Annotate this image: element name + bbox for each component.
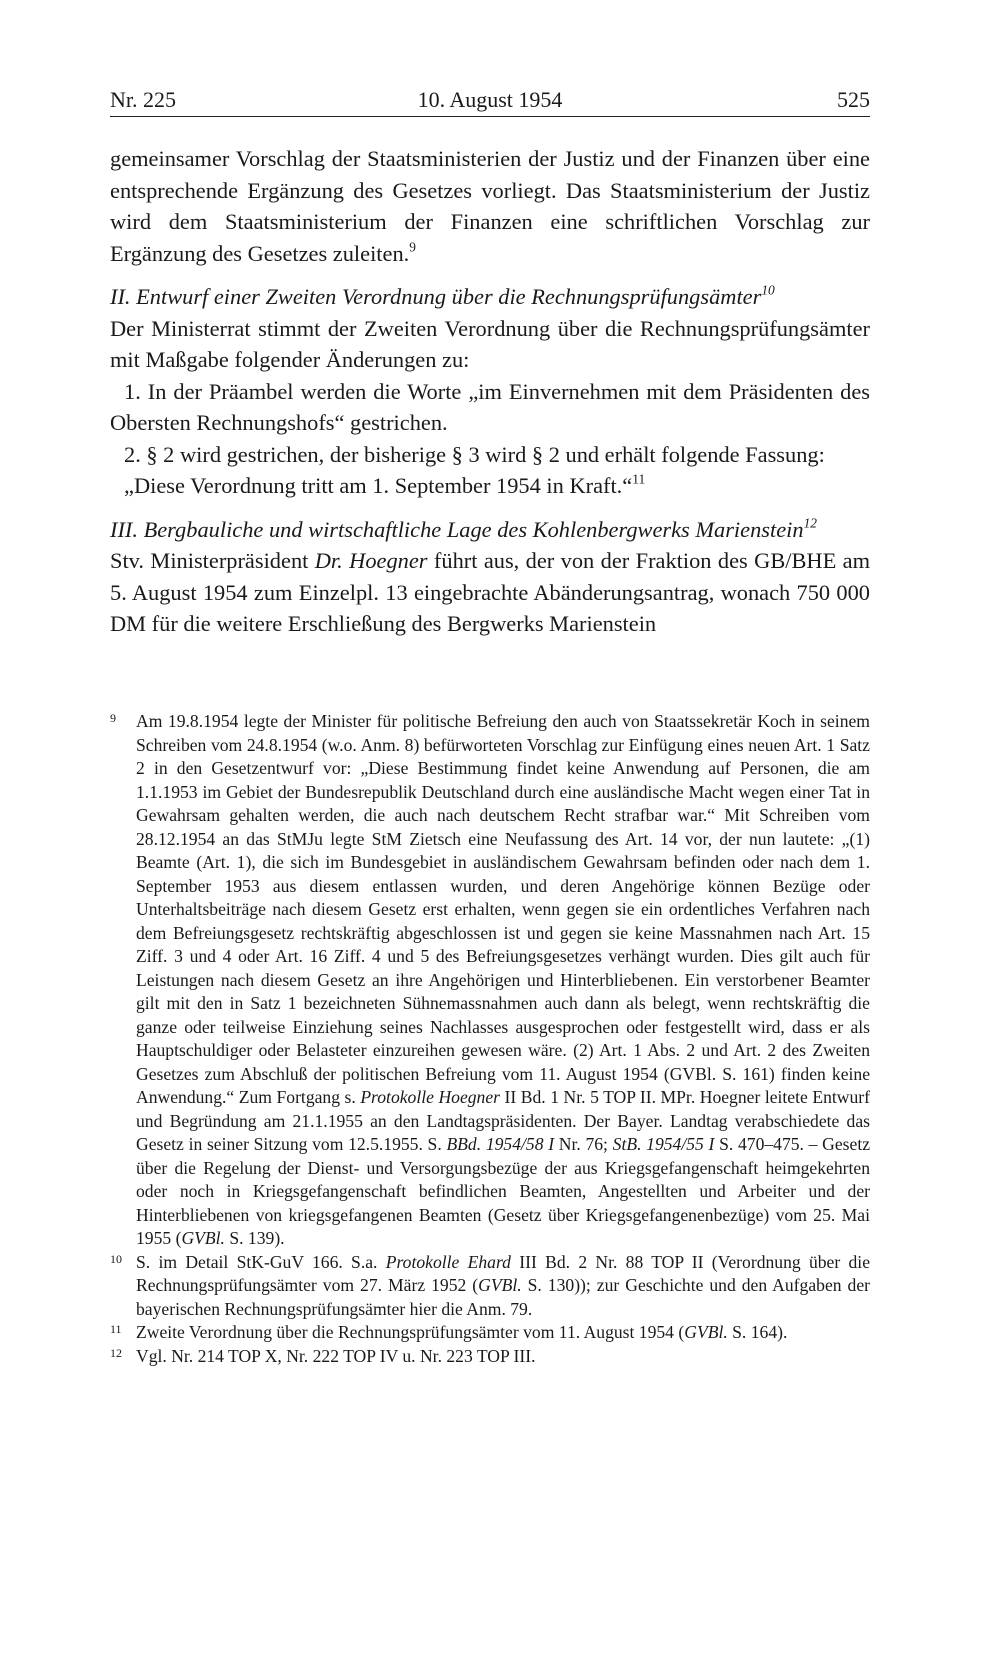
paragraph: Der Ministerrat stimmt der Zweiten Verordnung über die Rechnungsprüfungsämter mit Maßgabe folgender Änderungen zu:: [110, 315, 870, 372]
footnote-ref[interactable]: 9: [409, 239, 416, 255]
page-number: 525: [837, 87, 870, 112]
header-date: 10. August 1954: [417, 87, 563, 112]
footnote-number: 10: [110, 1251, 122, 1266]
paragraph: gemeinsamer Vorschlag der Staatsministerien der Justiz und der Finanzen über eine entsprechende Ergänzung des Gesetzes vorliegt. Das Staatsministerium der Justiz wird dem Staatsministerium der Finanzen eine schriftlichen Vorschlag zur Ergänzung des Gesetzes zuleiten.$^9$: [110, 146, 870, 266]
paragraph: Stv. Ministerpräsident Dr. Hoegner führt aus, der von der Fraktion des GB/BHE am 5. August 1954 zum Einzelpl. 13 eingebrachte Abänderungsantrag, wonach 750 000 DM für die weitere Erschließung des Bergwerks Marienstein: [110, 548, 871, 636]
header-rule: [110, 116, 870, 117]
main-text: [110, 143, 870, 640]
list-item: 1. In der Präambel werden die Worte „im Einvernehmen mit dem Präsidenten des Obersten Rechnungshofs“ gestrichen.: [110, 378, 870, 435]
document-number: Nr. 225: [110, 87, 176, 112]
section-heading-ii: II. Entwurf einer Zweiten Verordnung über die Rechnungsprüfungsämter$^{10}$: [110, 282, 775, 309]
person-name: Dr. Hoegner: [314, 548, 428, 573]
footnote-ref[interactable]: 12: [803, 515, 818, 531]
footnote-number: 12: [110, 1345, 122, 1360]
running-header: [110, 86, 870, 114]
footnote-10: 10 S. im Detail StK-GuV 166. S.a. Protokolle Ehard III Bd. 2 Nr. 88 TOP II (Verordnung über die Rechnungsprüfungsämter vom 27. März 1952 (GVBl. S. 130)); zur Geschichte und den Aufgaben der bayerischen Rechnungsprüfungsämter hier die Anm. 79.: [110, 1251, 870, 1322]
list-item: 2. § 2 wird gestrichen, der bisherige § 3 wird § 2 und erhält folgende Fassung:: [124, 441, 825, 467]
quoted-text: „Diese Verordnung tritt am 1. September 1954 in Kraft.“$^{11}$: [124, 471, 646, 498]
footnote-12: 12 Vgl. Nr. 214 TOP X, Nr. 222 TOP IV u. Nr. 223 TOP III.: [110, 1345, 870, 1369]
footnote-number: 9: [110, 711, 116, 725]
footnote-ref[interactable]: 11: [632, 471, 646, 487]
footnote-number: 11: [110, 1322, 122, 1336]
footnotes: [110, 710, 870, 1368]
section-heading-iii: III. Bergbauliche und wirtschaftliche Lage des Kohlenbergwerks Marienstein$^{12}$: [110, 515, 818, 542]
footnote-ref[interactable]: 10: [761, 282, 775, 298]
footnote-9: 9 Am 19.8.1954 legte der Minister für politische Befreiung den auch von Staatssekretär Koch in seinem Schreiben vom 24.8.1954 (w.o. Anm. 8) befürworteten Vorschlag zur Einfügung eines neuen Art. 1 Satz 2 in den Gesetzentwurf vor: „Diese Bestimmung findet keine Anwendung auf Personen, die am 1.1.1953 im Gebiet der Bundesrepublik Deutschland durch eine ausländische Macht wegen einer Tat in Gewahrsam gehalten werden, die auch nach deutschem Recht strafbar war.“ Mit Schreiben vom 28.12.1954 an das StMJu legte StM Zietsch eine Neufassung des Art. 14 vor, der nun lautete: „(1) Beamte (Art. 1), die sich im Bundesgebiet in ausländischem Gewahrsam befinden oder nach dem 1. September 1953 aus diesem entlassen wurden, und deren Angehörige können Bezüge oder Unterhaltsbeiträge nach diesem Gesetz erst erhalten, wenn gegen sie ein ordentliches Verfahren nach dem Befreiungsgesetz rechtskräftig abgeschlossen ist und gegen sie keine Massnahmen nach Art. 15 Ziff. 3 und 4 oder Art. 16 Ziff. 4 und 5 des Befreiungsgesetzes verhängt wurden. Dies gilt auch für Leistungen nach diesem Gesetz an ihre Angehörigen und Hinterbliebenen. Ein verstorbener Beamter gilt mit den in Satz 1 bezeichneten Sühnemassnahmen auch dann als belegt, wenn rechtskräftig die ganze oder teilweise Einziehung seines Nachlasses ausgesprochen oder festgestellt wird, dass er als Hauptschuldiger oder Belasteter einzureihen gewesen wäre. (2) Art. 1 Abs. 2 und Art. 2 des Zweiten Gesetzes zum Abschluß der politischen Befreiung vom 11. August 1954 (GVBl. S. 161) finden keine Anwendung.“ Zum Fortgang s. Protokolle Hoegner II Bd. 1 Nr. 5 TOP II. MPr. Hoegner leitete Entwurf und Begründung am 21.1.1955 an den Landtagspräsidenten. Der Bayer. Landtag verabschiedete das Gesetz in seiner Sitzung vom 12.5.1955. S. BBd. 1954/58 I Nr. 76; StB. 1954/55 I S. 470–475. – Gesetz über die Regelung der Dienst- und Versorgungsbezüge der aus Kriegsgefangenschaft heimgekehrten oder noch in Kriegsgefangenschaft befindlichen Beamten, Angestellten und Arbeiter und der Hinterbliebenen von kriegsgefangenen Beamten (Gesetz über Kriegsgefangenenbezüge) vom 25. Mai 1955 (GVBl. S. 139).: [110, 710, 870, 1251]
footnote-11: 11 Zweite Verordnung über die Rechnungsprüfungsämter vom 11. August 1954 (GVBl. S. 164).: [110, 1321, 870, 1345]
